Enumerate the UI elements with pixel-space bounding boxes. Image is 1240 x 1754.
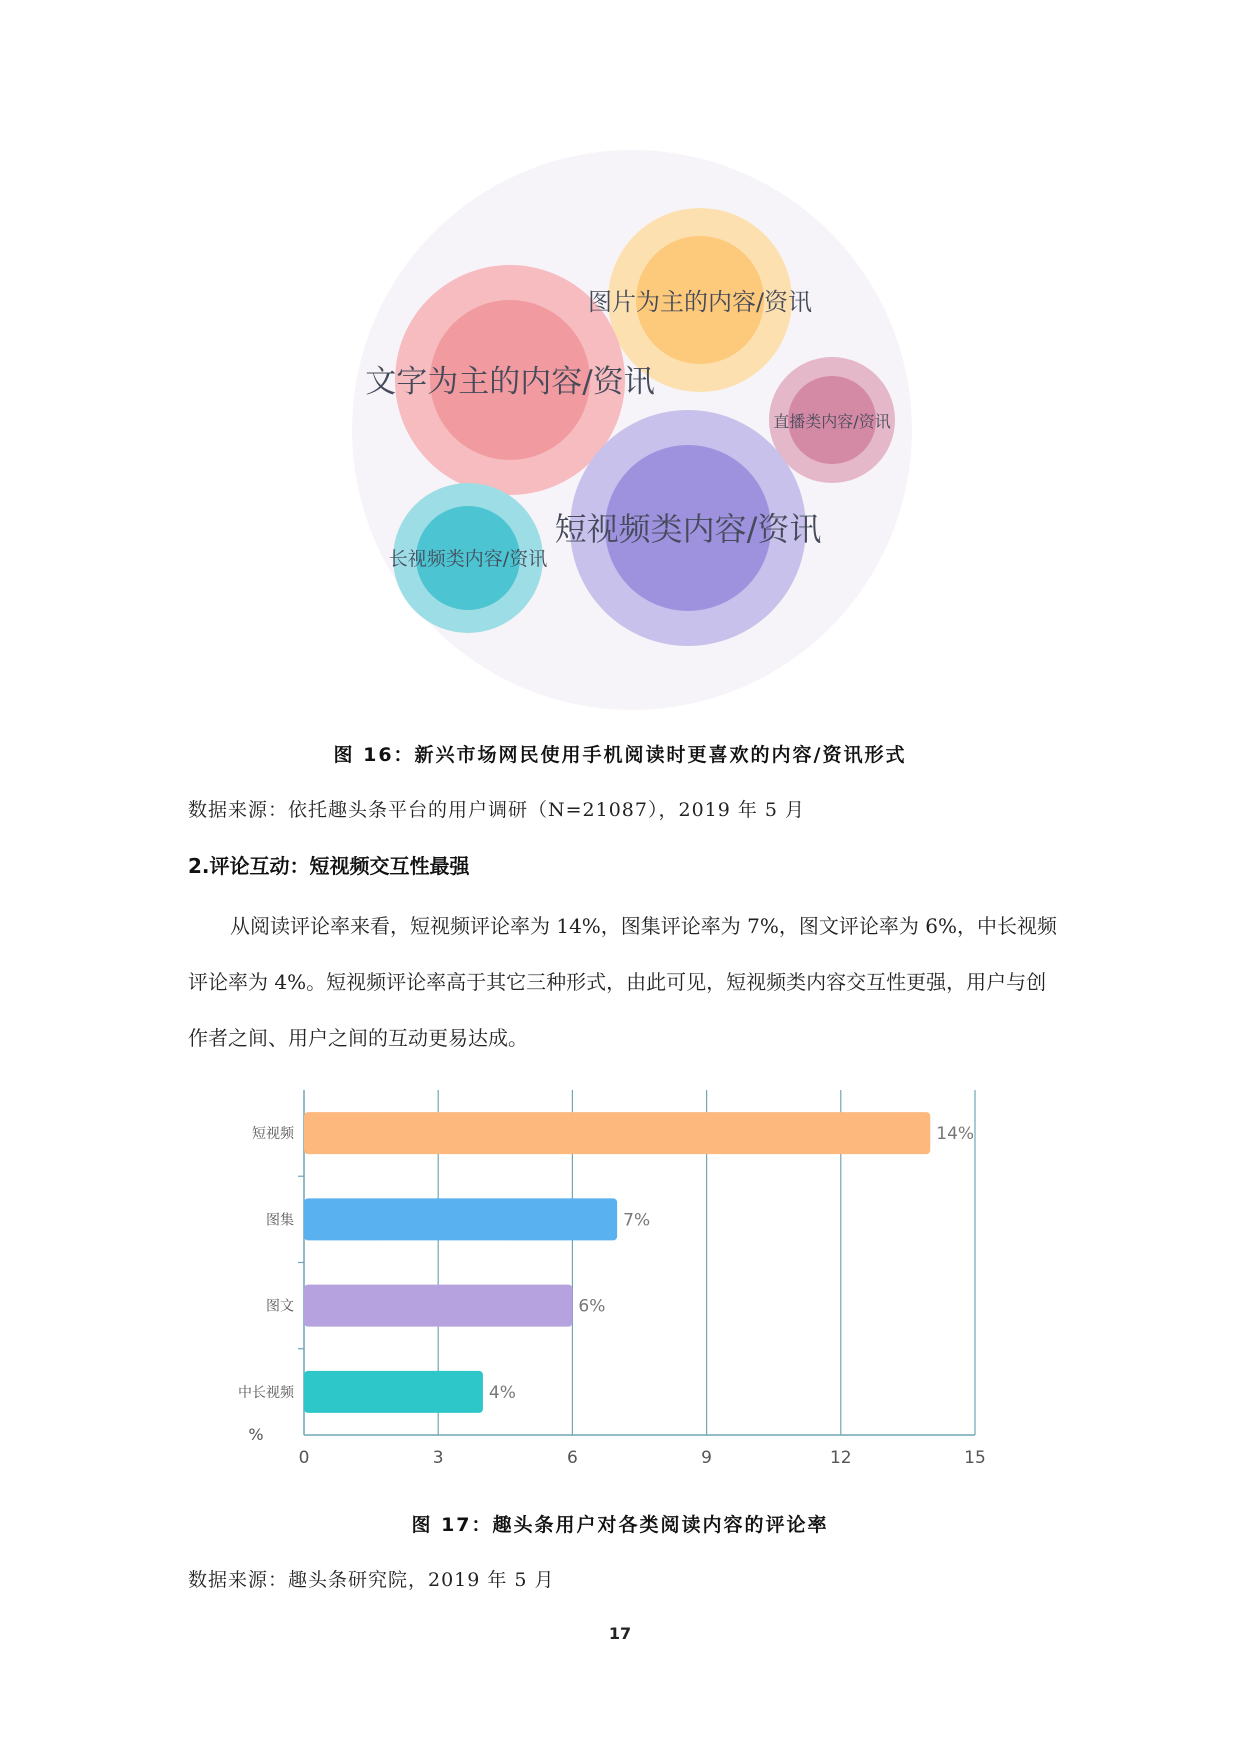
body-paragraph-text: 从阅读评论率来看，短视频评论率为 14%，图集评论率为 7%，图文评论率为 6%，中长视频评论率为 4%。短视频评论率高于其它三种形式，由此可见，短视频类内容交互性更强，用户与创作者之间、用户之间的互动更易达成。 <box>188 914 1057 1050</box>
bar-chart <box>220 1085 1000 1475</box>
bar <box>304 1371 483 1413</box>
x-tick-label: 6 <box>566 1448 578 1468</box>
figure-16-caption: 图 16：新兴市场网民使用手机阅读时更喜欢的内容/资讯形式 <box>333 744 907 766</box>
unit-label: % <box>248 1425 264 1444</box>
page-number: 17 <box>608 1624 632 1643</box>
x-tick-label: 9 <box>701 1448 713 1468</box>
figure-17-caption: 图 17：趣头条用户对各类阅读内容的评论率 <box>411 1514 829 1536</box>
bubble-label-text: 文字为主的内容/资讯 <box>365 364 655 400</box>
figure-17-source: 数据来源：趣头条研究院，2019 年 5 月 <box>188 1569 555 1591</box>
x-tick-label: 0 <box>298 1448 310 1468</box>
data-label: 6% <box>578 1296 606 1317</box>
bar <box>304 1285 572 1327</box>
category-label: 图集 <box>266 1212 294 1229</box>
category-label: 图文 <box>266 1298 294 1315</box>
figure-16-source: 数据来源：依托趣头条平台的用户调研（N=21087），2019 年 5 月 <box>188 799 806 821</box>
data-label: 7% <box>623 1210 651 1231</box>
section-heading: 2.评论互动：短视频交互性最强 <box>188 854 470 878</box>
x-tick-label: 15 <box>964 1448 986 1468</box>
data-label: 14% <box>936 1124 975 1145</box>
category-label: 短视频 <box>252 1126 294 1143</box>
bubble-label-short-video: 短视频类内容/资讯 <box>554 510 822 548</box>
bubble-label-long-video: 长视频类内容/资讯 <box>388 548 548 570</box>
data-label: 4% <box>488 1382 516 1403</box>
x-tick-label: 12 <box>829 1448 852 1468</box>
bubble-label-image: 图片为主的内容/资讯 <box>587 288 813 316</box>
bar <box>304 1198 617 1240</box>
bubble-label-live: 直播类内容/资讯 <box>773 412 891 431</box>
x-tick-label: 3 <box>432 1448 444 1468</box>
category-label: 中长视频 <box>238 1384 294 1401</box>
bar <box>304 1112 930 1154</box>
bubble-chart <box>350 150 950 710</box>
body-paragraph <box>188 898 1058 1066</box>
